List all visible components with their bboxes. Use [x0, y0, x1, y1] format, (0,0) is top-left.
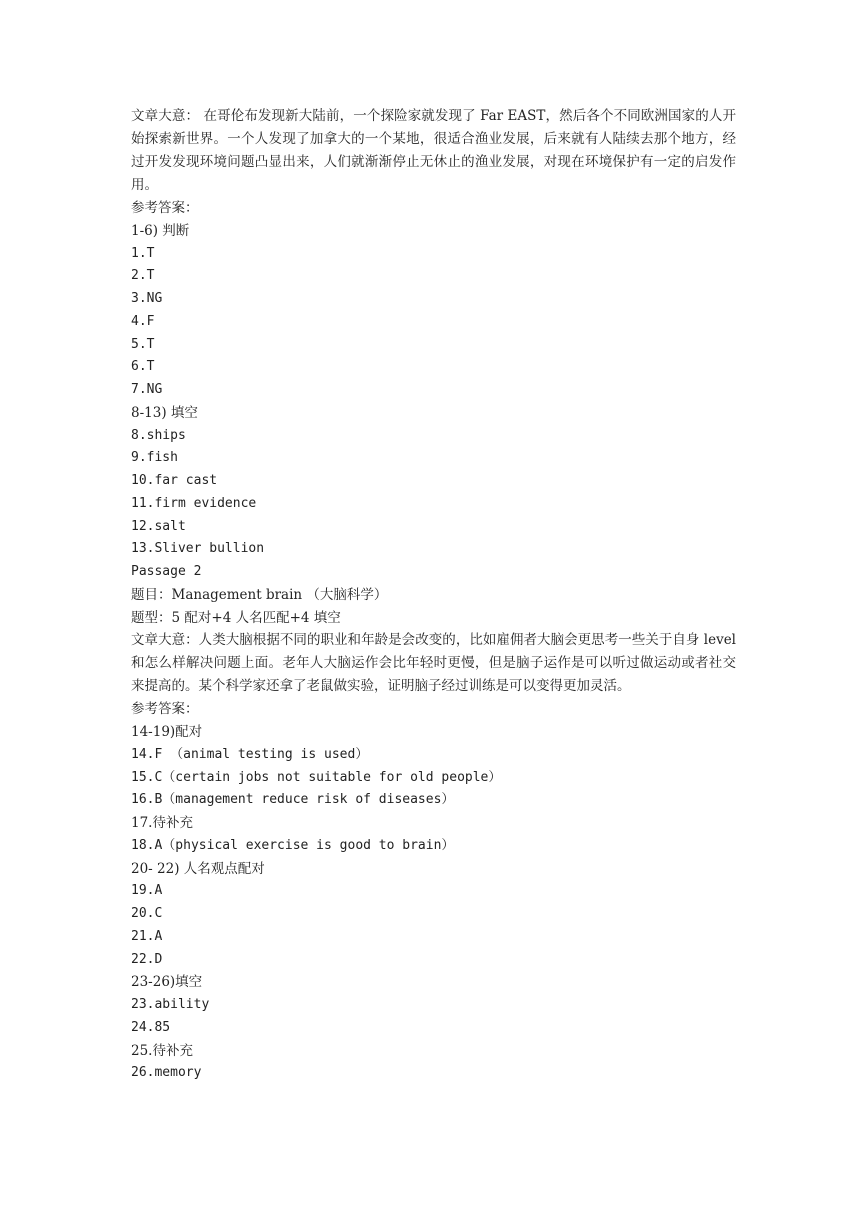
answer-line: 20.C: [131, 906, 163, 921]
answer-line: 6.T: [131, 359, 155, 375]
answer-line: 2.T: [131, 268, 155, 284]
answer-line: 8.ships: [131, 427, 186, 443]
answer-line: 4.F: [131, 313, 155, 329]
passage2-topic: 题目：Management brain （大脑科学）: [131, 586, 388, 603]
answer-line: 11.firm evidence: [131, 495, 257, 511]
passage2-section2-heading: 20- 22) 人名观点配对: [131, 860, 265, 877]
passage2-title: Passage 2: [131, 564, 202, 579]
passage1-summary: 文章大意： 在哥伦布发现新大陆前，一个探险家就发现了 Far EAST，然后各个不同欧洲国家的人开始探索新世界。一个人发现了加拿大的一个某地，很适合渔业发展，后来就有人陆续去那个地方，经过开发发现环境问题凸显出来，人们就渐渐停止无休止的渔业发展，对现在环境保护有一定的启发作用。: [131, 108, 736, 193]
passage2-summary: 文章大意：人类大脑根据不同的职业和年龄是会改变的，比如雇佣者大脑会更思考一些关于自身 level 和怎么样解决问题上面。老年人大脑运作会比年轻时更慢，但是脑子运作是可以听过做运动或者社交来提高的。某个科学家还拿了老鼠做实验，证明脑子经过训练是可以变得更加灵活。: [131, 632, 736, 695]
answer-line: 19.A: [131, 883, 163, 899]
passage2-question-types: 题型：5 配对+4 人名匹配+4 填空: [131, 609, 341, 626]
passage2-section3-heading: 23-26)填空: [131, 974, 203, 991]
answer-line: 22.D: [131, 951, 163, 967]
answer-line: 14.F （animal testing is used）: [131, 746, 369, 762]
passage1-section2-heading: 8-13) 填空: [131, 404, 198, 421]
answer-line: 15.C（certain jobs not suitable for old people）: [131, 769, 502, 785]
answer-line: 17.待补充: [131, 815, 193, 831]
answer-line: 16.B（management reduce risk of diseases）: [131, 792, 455, 808]
answer-line: 13.Sliver bullion: [131, 541, 265, 557]
answer-line: 26.memory: [131, 1065, 202, 1081]
answer-line: 3.NG: [131, 291, 163, 306]
answer-line: 1.T: [131, 245, 155, 261]
answer-line: 25.待补充: [131, 1042, 193, 1059]
answer-line: 7.NG: [131, 382, 163, 397]
passage2-answers-label: 参考答案：: [131, 701, 199, 718]
answer-line: 12.salt: [131, 518, 186, 534]
passage2-section1-heading: 14-19)配对: [131, 724, 203, 740]
answer-line: 21.A: [131, 928, 163, 944]
passage1-answers-label: 参考答案：: [131, 200, 199, 216]
document-page: [131, 105, 736, 1085]
answer-line: 5.T: [131, 336, 155, 352]
answer-line: 9.fish: [131, 450, 178, 466]
answer-line: 23.ability: [131, 997, 210, 1012]
answer-line: 10.far cast: [131, 473, 218, 488]
answer-line: 24.85: [131, 1019, 171, 1035]
answer-line: 18.A（physical exercise is good to brain）: [131, 837, 455, 853]
passage1-section1-heading: 1-6) 判断: [131, 222, 190, 239]
